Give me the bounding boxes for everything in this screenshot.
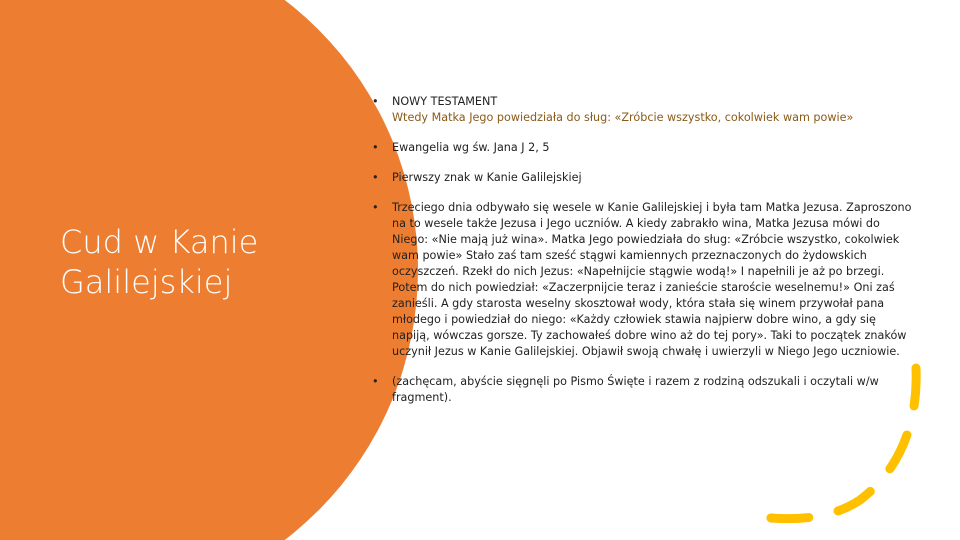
bullet-marker: • xyxy=(372,375,379,388)
bullet-marker: • xyxy=(372,171,379,184)
bullet-marker: • xyxy=(372,141,379,154)
bullet-item-ewangelia[interactable] xyxy=(372,140,912,156)
slide-title[interactable]: Cud w Kanie Galilejskiej xyxy=(60,223,259,301)
bullet-marker: • xyxy=(372,95,379,108)
bullet-text: Ewangelia wg św. Jana J 2, 5 xyxy=(392,141,550,154)
bullet-marker: • xyxy=(372,201,379,214)
bullet-item-story[interactable] xyxy=(372,200,912,360)
bullet-text: (zachęcam, abyście sięgnęli po Pismo Święte i razem z rodziną odszukali i oczytali w/w fragment). xyxy=(392,375,879,404)
bullet-heading: NOWY TESTAMENT xyxy=(392,95,498,108)
bullet-text: Trzeciego dnia odbywało się wesele w Kanie Galilejskiej i była tam Matka Jezusa. Zaproszono na to wesele także Jezusa i Jego uczniów. A kiedy zabrakło wina, Matka Jezusa mówi do Niego: «Nie mają już wina». Matka Jego powiedziała do sług: «Zróbcie wszystko, cokolwiek wam powie» Stało zaś tam sześć stągwi kamiennych przeznaczonych do żydowskich oczyszczeń. Rzekł do nich Jezus: «Napełnijcie stągwie wodą!» I napełnili je aż po brzegi. Potem do nich powiedział: «Zaczerpnijcie teraz i zanieście staroście weselnemu!» Oni zaś zanieśli. A gdy starosta weselny skosztował wody, która stała się winem przywołał pana młodego i powiedział do niego: «Każdy człowiek stawia najpierw dobre wino, a gdy się napiją, wówczas gorsze. Ty zachowałeś dobre wino aż do tej pory». Taki to początek znaków uczynił Jezus w Kanie Galilejskiej. Objawił swoją chwałę i uwierzyli w Niego Jego uczniowie. xyxy=(392,201,912,358)
bullet-item-pierwszy-znak[interactable] xyxy=(372,170,912,186)
dashed-arc-stroke xyxy=(746,368,916,519)
bullet-quote: Wtedy Matka Jego powiedziała do sług: «Zróbcie wszystko, cokolwiek wam powie» xyxy=(392,111,854,124)
dashed-arc-decoration xyxy=(740,350,960,540)
bullet-item-nowy-testament[interactable] xyxy=(372,94,912,126)
bullet-text: Pierwszy znak w Kanie Galilejskiej xyxy=(392,171,582,184)
